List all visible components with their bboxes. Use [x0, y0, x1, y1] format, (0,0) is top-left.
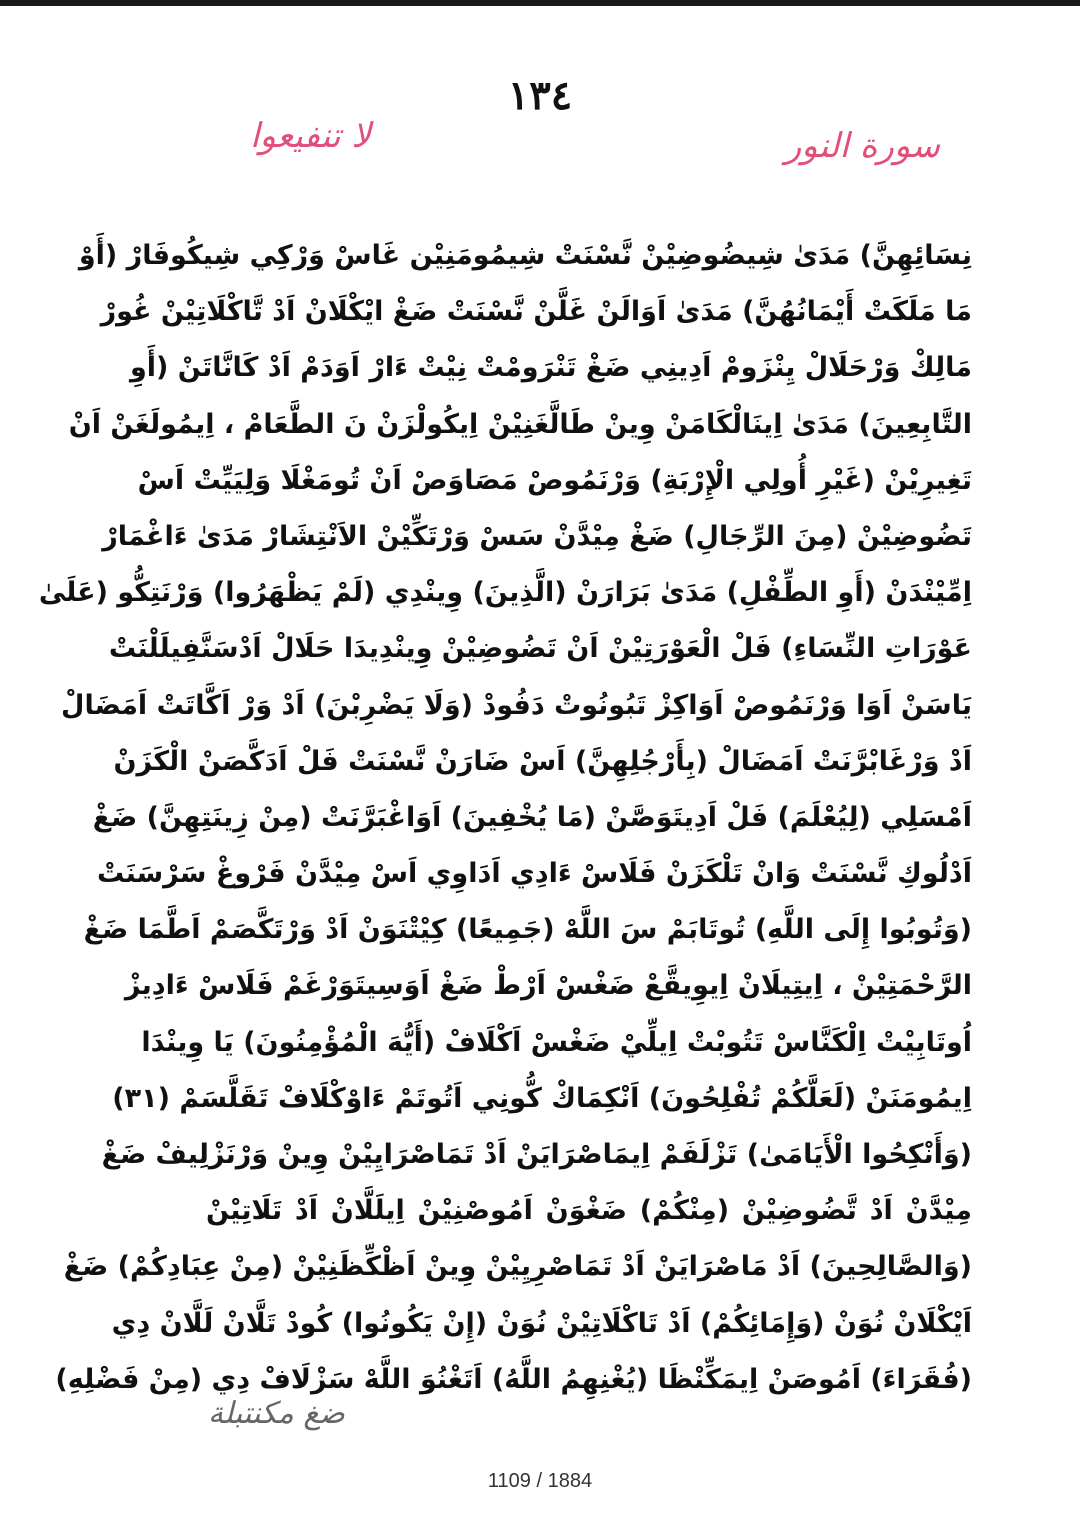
text-line: (وَالصَّالِحِينَ) اَدْ مَاصْرَايَنْ اَدْ تَمَاصْرِيِيْنْ وِينْ اَظْكِّظَنِيْنْ (مِنْ عِبَادِكُمْ) ضَغْ: [63, 1251, 972, 1283]
text-line: يَاسَنْ اَوَا وَرْنَمُوصْ اَوَاكِزْ تَبُونُوتْ دَفُودْ (وَلَا يَضْرِبْنَ) اَدْ وَرْ اَكَّاتَتْ اَمَضَالْ: [61, 689, 972, 721]
text-line: اِمِّيْنْدَنْ (أَوِ الطِّفْلِ) مَدَىٰ بَرَارَنْ (الَّذِينَ) وِينْدِي (لَمْ يَظْهَرُوا) وَرْنَتِكُّو (عَلَىٰ: [38, 577, 972, 609]
handwritten-catchword: ضغ مكنتبلة: [208, 1396, 345, 1431]
text-line: مَالِكْ وَرْحَلَالْ يِنْزَومْ اَدِينِي ضَغْ تَنْرَومْتْ نِيْتْ ءَارْ اَوَدَمْ اَدْ كَانَّاتَنْ (أَوِ: [130, 352, 972, 384]
text-line: الرَّحْمَتِيْنْ ، اِيتِيلَانْ اِيوِيقَّعْ ضَغْسْ اَرْطْ ضَغْ اَوَسِيتَوَرْغَمْ فَلَاسْ ءَادِيزْ: [124, 970, 972, 1002]
text-line: (وَأَنْكِحُوا الْأَيَامَىٰ) تَزْلَفَمْ اِيمَاصْرَايَنْ اَدْ تَمَاصْرَايِيْنْ وِينْ وَرْنَزْلِيفْ ضَغْ: [101, 1139, 972, 1170]
body-text: [38, 228, 972, 1408]
text-line: اُوتَابِيْتْ اِلْكَنَّاسْ تَتُوبْتْ اِيلِّيْ ضَغْسْ اَكْلَافْ (أَيُّهَ الْمُؤْمِنُونَ) يَا وِينْدَا: [141, 1026, 972, 1058]
text-line: (فُقَرَاءَ) اَمُوصَنْ اِيمَكِّنْظَا (يُغْنِهِمُ اللَّهُ) اَتَغْنُوَ اللَّهْ سَزْلَافْ دِي (مِنْ فَضْلِهِ): [55, 1363, 972, 1395]
text-line: عَوْرَاتِ النِّسَاءِ) فَلْ الْعَوْرَتِيْنْ اَنْ تَضُوضِيْنْ وِينْدِيدَا حَلَالْ اَدْسَنَّفِيلَلْنَتْ: [108, 633, 972, 665]
text-line: اَدْلُوكِ نَّسْنَتْ وَانْ تَلْكَزَنْ فَلَاسْ ءَادِي اَدَاوِي اَسْ مِيْدَّنْ فَرْوغْ سَرْسَنَتْ: [96, 858, 972, 890]
text-line: تَضُوضِيْنْ (مِنَ الرِّجَالِ) ضَغْ مِيْدَّنْ سَسْ وَرْتَكِّيْنْ الاَنْتِشَارْ مَدَىٰ ءَاغْمَارْ: [102, 520, 972, 552]
text-line: نِسَائِهِنَّ) مَدَىٰ شِيضُوضِيْنْ نَّسْنَتْ شِيمُومَنِيْن غَاسْ وَرْكِي شِيكُوفَارْ (أَوْ: [78, 240, 972, 271]
text-line: اَدْ وَرْغَابْرَّنَتْ اَمَضَالْ (بِأَرْجُلِهِنَّ) اَسْ ضَارَنْ نَّسْنَتْ فَلْ اَدَكَّصَنْ الْكَزَنْ: [113, 745, 972, 777]
text-line: اَيْكْلَانْ نُوَنْ (وَإِمَائِكُمْ) اَدْ تَاكْلَاتِيْنْ نُوَنْ (إِنْ يَكُونُوا) كُودْ تَلَّانْ لَلَّانْ دِي: [111, 1307, 972, 1339]
text-line: اَمْسَلِي (لِيُعْلَمَ) فَلْ اَدِيتَوَصَّنْ (مَا يُخْفِينَ) اَوَاغْبَرَّنَتْ (مِنْ زِينَتِهِنَّ) ضَغْ: [92, 801, 972, 833]
page-number: ١٣٤: [507, 72, 573, 119]
scan-top-edge: [0, 0, 1080, 6]
handwritten-note-margin: لا تنفيعوا: [250, 116, 371, 156]
text-line: تَغِيرِيْنْ (غَيْرِ أُولِي الْإِرْبَةِ) وَرْنَمُوصْ مَصَاوَصْ اَنْ تُومَغْلَا وَلِيَيِّتْ اَسْ: [137, 464, 972, 496]
text-line: (وَتُوبُوا إِلَى اللَّهِ) تُوتَابَمْ سَ اللَّهْ (جَمِيعًا) كِيْتْنَوَنْ اَدْ وَرْتَكَّصَمْ اَطَّمَا ضَغْ: [83, 914, 972, 946]
text-line: مَا مَلَكَتْ أَيْمَانُهُنَّ) مَدَىٰ اَوَالَنْ غَلَّنْ نَّسْنَتْ ضَغْ ايْكْلَانْ اَدْ تَّاكْلَاتِيْنْ غُورْ: [100, 296, 972, 328]
text-line: مِيْدَّنْ اَدْ تَّضُوضِيْنْ (مِنْكُمْ) ضَغْوَنْ اَمُوصْنِيْنْ اِيلَلَّانْ اَدْ تَلَاتِيْنْ: [206, 1195, 972, 1227]
page-counter: 1109 / 1884: [487, 1470, 593, 1492]
text-line: اِيمُومَنَنْ (لَعَلَّكُمْ تُفْلِحُونَ) اَنْكِمَاكْ كُّونِي اَتُوتَمْ ءَاوْكْلَافْ تَقَلَّسَمْ (٣١): [112, 1082, 972, 1114]
handwritten-note-surah: سورة النور: [784, 126, 940, 166]
text-line: التَّابِعِينَ) مَدَىٰ اِينَالْكَامَنْ وِينْ طَالَّغَنِيْنْ اِيكُولْزَنْ نَ الطَّعَامْ ، اِيمُولَغَنْ اَنْ: [68, 408, 972, 440]
